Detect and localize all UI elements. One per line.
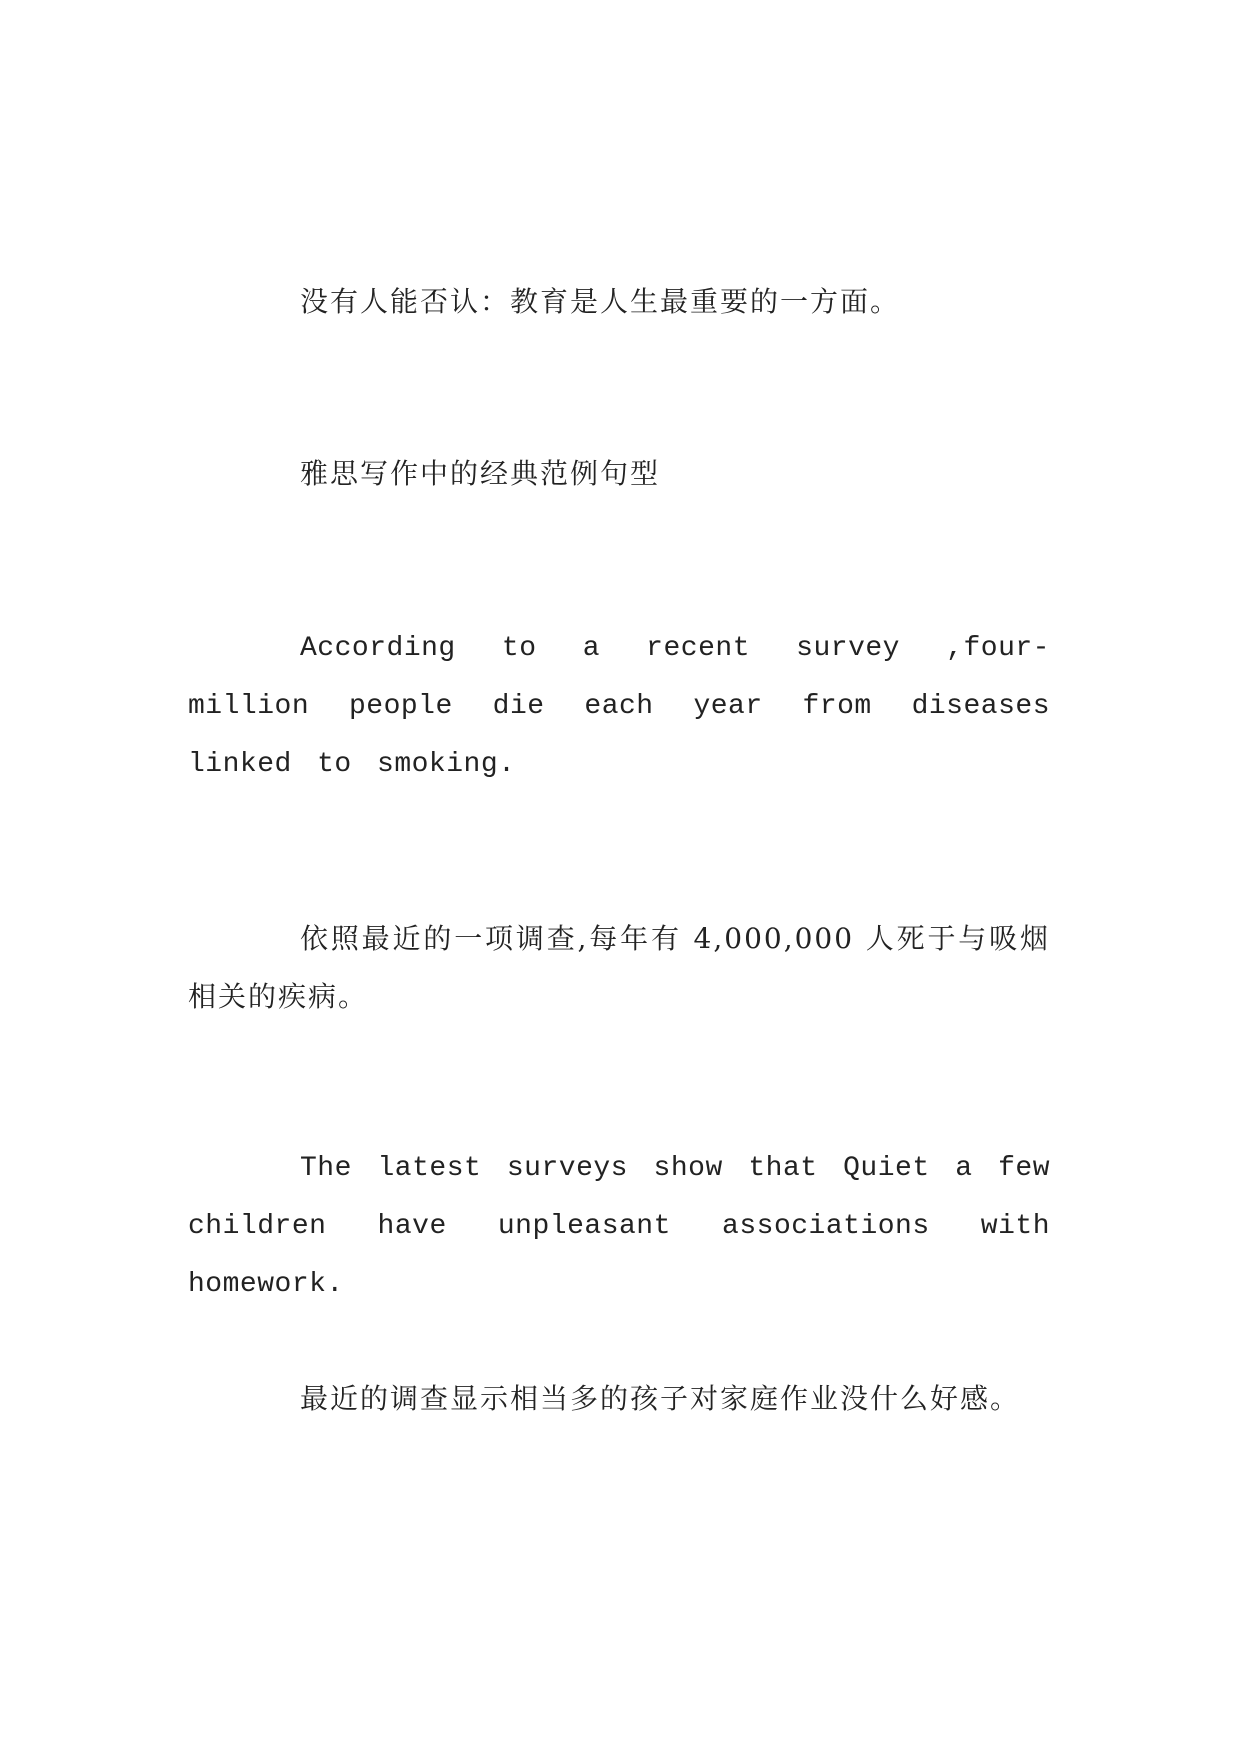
paragraph-english-smoking: According to a recent survey ,four-million people die each year from diseases linked to smoking. [188, 633, 1050, 780]
paragraph-section-heading: 雅思写作中的经典范例句型 [300, 457, 661, 490]
paragraph-english-homework: The latest surveys show that Quiet a few children have unpleasant associations with homework. [188, 1153, 1050, 1300]
paragraph-chinese-homework: 最近的调查显示相当多的孩子对家庭作业没什么好感。 [300, 1382, 1021, 1415]
paragraph-chinese-education: 没有人能否认：教育是人生最重要的一方面。 [300, 285, 901, 318]
paragraph-chinese-smoking: 依照最近的一项调查,每年有 4,000,000 人死于与吸烟相关的疾病。 [188, 922, 1050, 1013]
